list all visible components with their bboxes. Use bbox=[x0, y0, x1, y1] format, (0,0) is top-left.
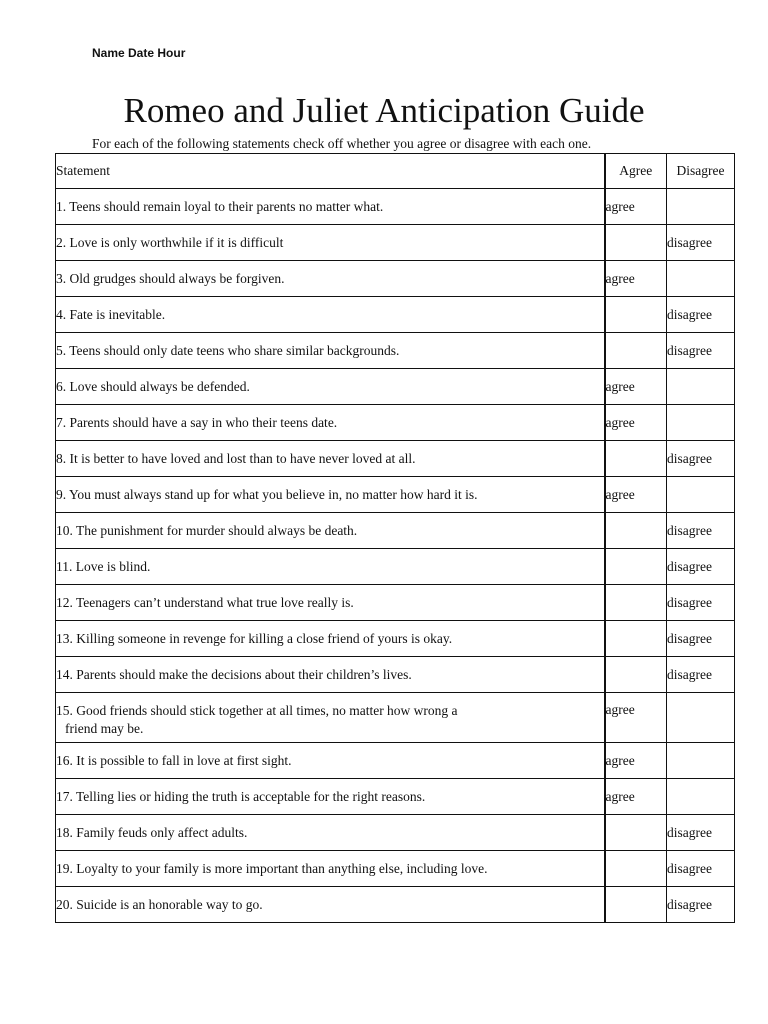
agree-cell[interactable]: agree bbox=[605, 779, 667, 815]
statement-cell bbox=[56, 815, 605, 851]
disagree-cell[interactable]: disagree bbox=[667, 513, 735, 549]
statement-text: 14. Parents should make the decisions about their children’s lives. bbox=[56, 666, 412, 682]
agree-cell[interactable] bbox=[605, 815, 667, 851]
statement-cell bbox=[56, 261, 605, 297]
statement-text: 1. Teens should remain loyal to their parents no matter what. bbox=[56, 198, 384, 214]
agree-cell[interactable]: agree bbox=[605, 369, 667, 405]
anticipation-guide-table bbox=[55, 153, 735, 923]
statement-text: 11. Love is blind. bbox=[56, 558, 151, 574]
statement-text: 18. Family feuds only affect adults. bbox=[56, 824, 248, 840]
table-header-row bbox=[56, 154, 735, 189]
statement-text: 10. The punishment for murder should always be death. bbox=[56, 522, 358, 538]
disagree-cell[interactable] bbox=[667, 369, 735, 405]
disagree-cell[interactable]: disagree bbox=[667, 851, 735, 887]
statement-cell bbox=[56, 405, 605, 441]
disagree-cell[interactable] bbox=[667, 693, 735, 743]
statement-text: 12. Teenagers can’t understand what true love really is. bbox=[56, 594, 354, 610]
disagree-cell[interactable]: disagree bbox=[667, 585, 735, 621]
agree-cell[interactable] bbox=[605, 657, 667, 693]
agree-cell[interactable] bbox=[605, 297, 667, 333]
name-date-hour-line: Name Date Hour bbox=[92, 46, 186, 60]
statement-cell bbox=[56, 887, 605, 923]
disagree-cell[interactable] bbox=[667, 189, 735, 225]
page-title: Romeo and Juliet Anticipation Guide bbox=[123, 91, 645, 130]
statement-cell bbox=[56, 585, 605, 621]
table-row bbox=[56, 657, 735, 693]
disagree-cell[interactable]: disagree bbox=[667, 815, 735, 851]
instructions: For each of the following statements check off whether you agree or disagree with each one. bbox=[92, 136, 592, 151]
statement-text: 5. Teens should only date teens who share similar backgrounds. bbox=[56, 342, 400, 358]
agree-cell[interactable] bbox=[605, 225, 667, 261]
agree-cell[interactable] bbox=[605, 333, 667, 369]
statement-text: 7. Parents should have a say in who their teens date. bbox=[56, 414, 338, 430]
disagree-cell[interactable] bbox=[667, 779, 735, 815]
table-row bbox=[56, 297, 735, 333]
statement-text: 17. Telling lies or hiding the truth is acceptable for the right reasons. bbox=[56, 788, 426, 804]
disagree-cell[interactable] bbox=[667, 405, 735, 441]
statement-cell bbox=[56, 225, 605, 261]
statement-cell bbox=[56, 477, 605, 513]
table-row bbox=[56, 621, 735, 657]
statement-text-continued: friend may be. bbox=[65, 721, 144, 736]
statement-cell bbox=[56, 779, 605, 815]
table-row bbox=[56, 477, 735, 513]
table-row bbox=[56, 851, 735, 887]
table-row bbox=[56, 779, 735, 815]
disagree-cell[interactable]: disagree bbox=[667, 549, 735, 585]
statement-text: 13. Killing someone in revenge for killing a close friend of yours is okay. bbox=[56, 630, 453, 646]
statement-cell bbox=[56, 513, 605, 549]
disagree-cell[interactable]: disagree bbox=[667, 441, 735, 477]
disagree-cell[interactable]: disagree bbox=[667, 297, 735, 333]
table-row bbox=[56, 887, 735, 923]
disagree-cell[interactable] bbox=[667, 261, 735, 297]
table-row bbox=[56, 441, 735, 477]
agree-cell[interactable]: agree bbox=[605, 261, 667, 297]
agree-cell[interactable] bbox=[605, 441, 667, 477]
statement-rows bbox=[56, 189, 735, 923]
statement-text: 9. You must always stand up for what you believe in, no matter how hard it is. bbox=[56, 486, 478, 502]
agree-cell[interactable] bbox=[605, 585, 667, 621]
table-row bbox=[56, 815, 735, 851]
disagree-cell[interactable] bbox=[667, 743, 735, 779]
agree-cell[interactable]: agree bbox=[605, 743, 667, 779]
statement-column-header: Statement bbox=[56, 154, 605, 189]
agree-cell[interactable] bbox=[605, 513, 667, 549]
disagree-cell[interactable] bbox=[667, 477, 735, 513]
statement-cell bbox=[56, 693, 605, 743]
table-row bbox=[56, 549, 735, 585]
statement-cell bbox=[56, 851, 605, 887]
table-row bbox=[56, 743, 735, 779]
table-row bbox=[56, 513, 735, 549]
agree-cell[interactable]: agree bbox=[605, 189, 667, 225]
table-row bbox=[56, 405, 735, 441]
agree-cell[interactable]: agree bbox=[605, 693, 667, 743]
statement-cell bbox=[56, 621, 605, 657]
agree-column-header: Agree bbox=[605, 154, 667, 189]
statement-text: 4. Fate is inevitable. bbox=[56, 306, 166, 322]
statement-text: 15. Good friends should stick together at all times, no matter how wrong a bbox=[56, 703, 458, 718]
statement-text: 16. It is possible to fall in love at first sight. bbox=[56, 752, 292, 768]
disagree-cell[interactable]: disagree bbox=[667, 225, 735, 261]
statement-text: 2. Love is only worthwhile if it is difficult bbox=[56, 234, 284, 250]
agree-cell[interactable]: agree bbox=[605, 405, 667, 441]
disagree-cell[interactable]: disagree bbox=[667, 887, 735, 923]
statement-text: 6. Love should always be defended. bbox=[56, 378, 250, 394]
disagree-column-header: Disagree bbox=[667, 154, 735, 189]
disagree-cell[interactable]: disagree bbox=[667, 333, 735, 369]
table-row bbox=[56, 369, 735, 405]
agree-cell[interactable] bbox=[605, 621, 667, 657]
statement-cell bbox=[56, 333, 605, 369]
agree-cell[interactable] bbox=[605, 549, 667, 585]
statement-cell bbox=[56, 743, 605, 779]
statement-text: 3. Old grudges should always be forgiven. bbox=[56, 270, 285, 286]
agree-cell[interactable]: agree bbox=[605, 477, 667, 513]
table-row bbox=[56, 585, 735, 621]
table-row bbox=[56, 261, 735, 297]
disagree-cell[interactable]: disagree bbox=[667, 657, 735, 693]
table-row bbox=[56, 333, 735, 369]
statement-cell bbox=[56, 297, 605, 333]
statement-cell bbox=[56, 549, 605, 585]
table-row bbox=[56, 693, 735, 743]
table-row bbox=[56, 189, 735, 225]
statement-text: 20. Suicide is an honorable way to go. bbox=[56, 896, 263, 912]
disagree-cell[interactable]: disagree bbox=[667, 621, 735, 657]
agree-cell[interactable] bbox=[605, 851, 667, 887]
statement-cell bbox=[56, 369, 605, 405]
statement-text: 19. Loyalty to your family is more important than anything else, including love. bbox=[56, 860, 488, 876]
statement-cell bbox=[56, 657, 605, 693]
table-row bbox=[56, 225, 735, 261]
agree-cell[interactable] bbox=[605, 887, 667, 923]
statement-cell bbox=[56, 441, 605, 477]
statement-text: 8. It is better to have loved and lost than to have never loved at all. bbox=[56, 450, 416, 466]
statement-cell bbox=[56, 189, 605, 225]
